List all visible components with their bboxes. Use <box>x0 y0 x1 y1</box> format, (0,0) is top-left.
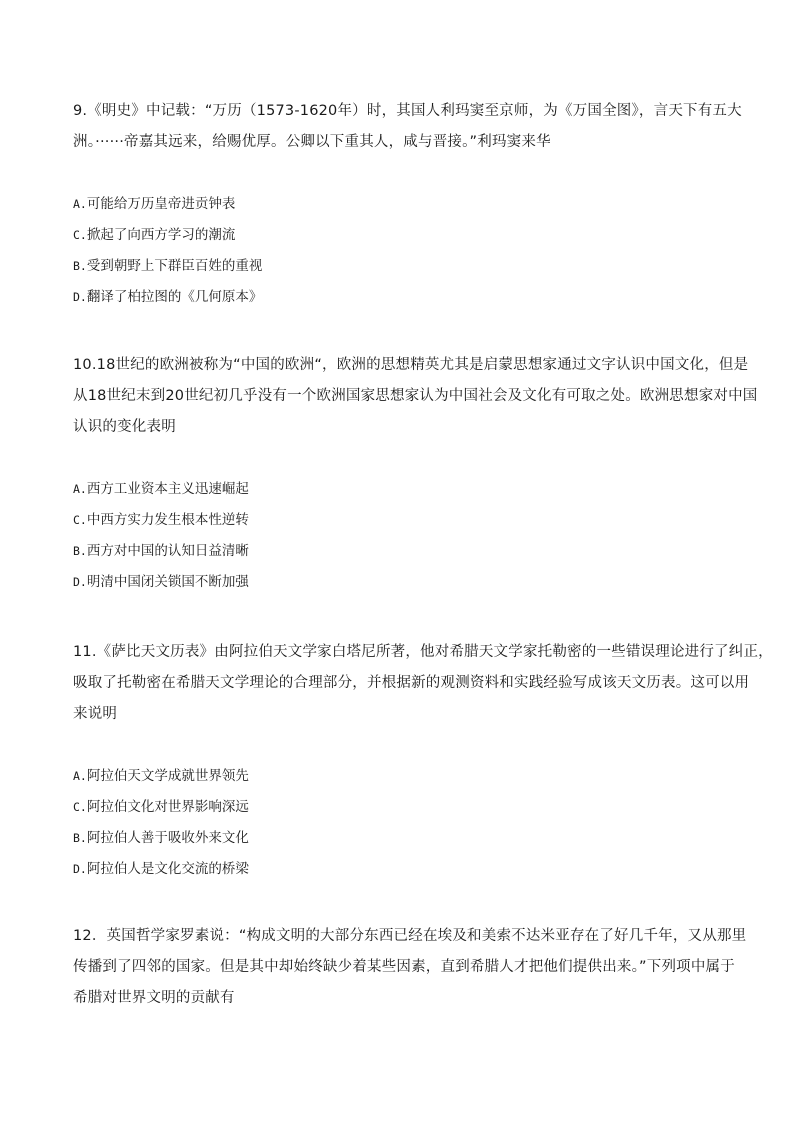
option-b <box>73 536 723 567</box>
stem-line: 从18世纪末到20世纪初几乎没有一个欧洲国家思想家认为中国社会及文化有可取之处。欧洲思想家对中国 <box>73 388 758 404</box>
stem-line: 来说明 <box>73 706 118 722</box>
option-list <box>73 761 723 885</box>
option-text: 阿拉伯文化对世界影响深远 <box>86 799 249 815</box>
option-text: 阿拉伯人是文化交流的桥梁 <box>86 861 249 877</box>
option-letter: C. <box>73 228 87 242</box>
stem-line: 洲。······帝嘉其远来，给赐优厚。公卿以下重其人，咸与晋接。”利玛窦来华 <box>73 134 551 150</box>
option-letter: B. <box>73 544 87 558</box>
option-a <box>73 189 723 220</box>
option-text: 西方工业资本主义迅速崛起 <box>86 481 249 497</box>
option-list <box>73 474 723 598</box>
option-list <box>73 189 723 313</box>
question-stem <box>73 350 758 443</box>
option-b <box>73 823 723 854</box>
stem-line: 9.《明史》中记载：“万历（1573-1620年）时，其国人利玛窦至京师，为《万国全图》，言天下有五大 <box>73 103 742 119</box>
option-d <box>73 854 723 885</box>
question-9 <box>73 96 742 313</box>
option-letter: A. <box>73 769 87 783</box>
stem-line: 希腊对世界文明的贡献有 <box>73 990 235 1006</box>
option-a <box>73 761 723 792</box>
option-d <box>73 282 723 313</box>
stem-line: 传播到了四邻的国家。但是其中却始终缺少着某些因素，直到希腊人才把他们提供出来。”下列项中属于 <box>73 959 735 975</box>
option-text: 掀起了向西方学习的潮流 <box>86 227 236 243</box>
option-letter: B. <box>73 259 87 273</box>
question-10 <box>73 350 758 598</box>
question-stem <box>73 637 773 730</box>
option-c <box>73 505 723 536</box>
option-letter: A. <box>73 482 87 496</box>
option-d <box>73 567 723 598</box>
question-11 <box>73 637 773 885</box>
option-letter: B. <box>73 831 87 845</box>
option-text: 翻译了柏拉图的《几何原本》 <box>86 289 263 305</box>
stem-line: 10.18世纪的欧洲被称为“中国的欧洲“，欧洲的思想精英尤其是启蒙思想家通过文字认识中国文化，但是 <box>73 357 749 373</box>
option-c <box>73 220 723 251</box>
option-letter: D. <box>73 862 87 876</box>
option-text: 中西方实力发生根本性逆转 <box>86 512 249 528</box>
stem-line: 认识的变化表明 <box>73 419 176 435</box>
option-letter: D. <box>73 290 87 304</box>
option-text: 西方对中国的认知日益清晰 <box>86 543 249 559</box>
option-letter: C. <box>73 513 87 527</box>
question-stem <box>73 96 742 158</box>
option-letter: D. <box>73 575 87 589</box>
question-12 <box>73 921 747 1014</box>
option-b <box>73 251 723 282</box>
option-text: 可能给万历皇帝进贡钟表 <box>86 196 236 212</box>
stem-line: 11.《萨比天文历表》由阿拉伯天文学家白塔尼所著，他对希腊天文学家托勒密的一些错误理论进行了纠正， <box>73 644 773 660</box>
option-c <box>73 792 723 823</box>
stem-line: 12．英国哲学家罗素说：“构成文明的大部分东西已经在埃及和美索不达米亚存在了好几千年，又从那里 <box>73 928 747 944</box>
option-text: 明清中国闭关锁国不断加强 <box>86 574 249 590</box>
option-text: 阿拉伯人善于吸收外来文化 <box>86 830 249 846</box>
option-letter: C. <box>73 800 87 814</box>
option-text: 阿拉伯天文学成就世界领先 <box>86 768 249 784</box>
stem-line: 吸取了托勒密在希腊天文学理论的合理部分，并根据新的观测资料和实践经验写成该天文历表。这可以用 <box>73 675 750 691</box>
option-a <box>73 474 723 505</box>
question-stem <box>73 921 747 1014</box>
option-text: 受到朝野上下群臣百姓的重视 <box>86 258 263 274</box>
option-letter: A. <box>73 197 87 211</box>
